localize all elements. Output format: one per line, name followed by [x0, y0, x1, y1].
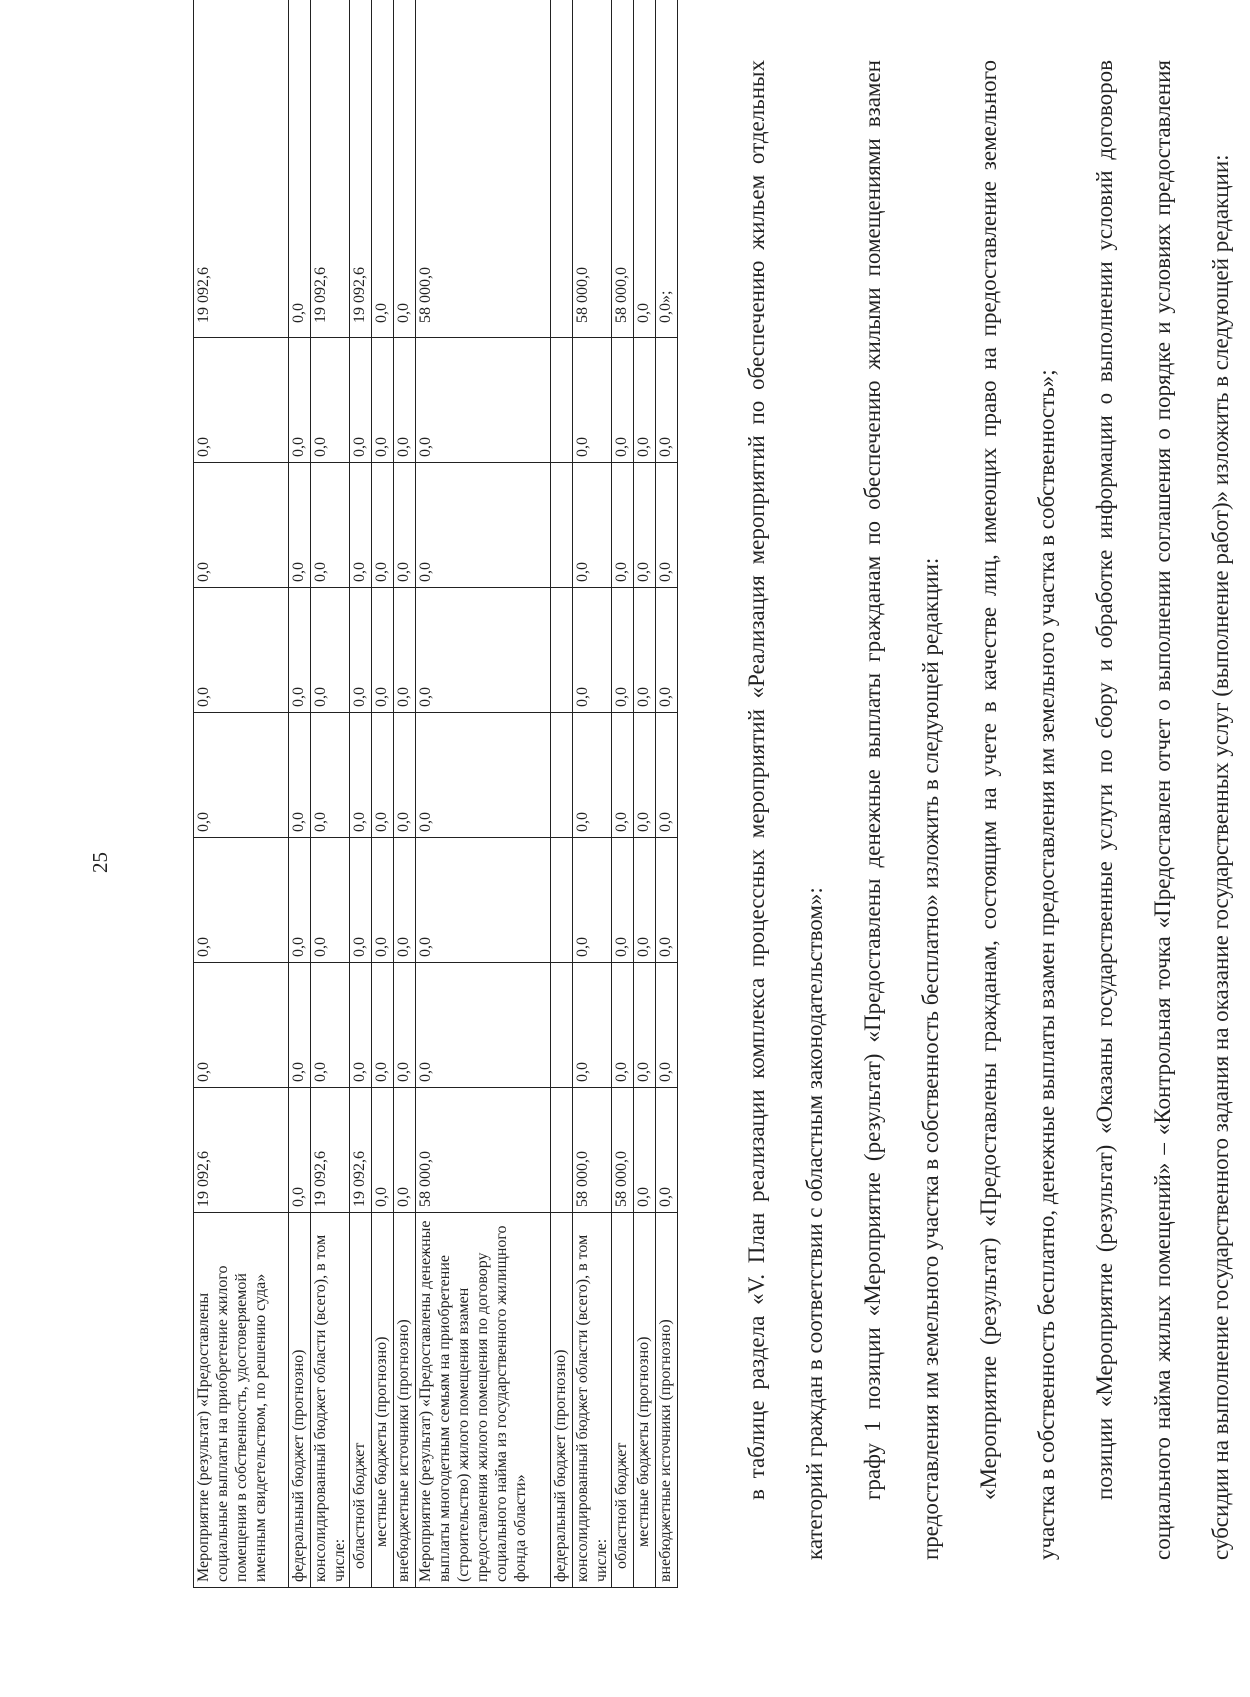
paragraph: «Мероприятие (результат) «Предоставлены гражданам, состоящим на учете в качестве лиц, имеющих право на предоставление земельного участка в собственность бесплатно, денежные выплаты взамен предоставления им земельного участка в собственность»;: [976, 60, 1059, 1560]
value-cell: 0,0: [656, 588, 678, 713]
value-cell: [551, 713, 573, 838]
value-cell: 0,0: [612, 463, 634, 588]
value-cell: 0,0: [289, 463, 311, 588]
value-cell: 0,0: [311, 463, 350, 588]
table-row: [350, 0, 372, 1588]
value-cell: 0,0: [350, 713, 372, 838]
row-label: областной бюджет: [350, 1213, 372, 1588]
total-cell: 0,0: [394, 1088, 416, 1213]
value-cell: [551, 588, 573, 713]
value-cell: 0,0: [634, 463, 656, 588]
total-cell: 58 000,0: [573, 1088, 612, 1213]
value-cell: 0,0: [350, 838, 372, 963]
value-cell: 0,0: [573, 463, 612, 588]
value-cell: 0,0: [194, 963, 289, 1088]
row-label: федеральный бюджет (прогнозно): [551, 1213, 573, 1588]
value-cell: 0,0: [311, 713, 350, 838]
last-cell: 0,0: [289, 0, 311, 338]
row-label: консолидированный бюджет области (всего), в том числе:: [311, 1213, 350, 1588]
rotated-content: [193, 23, 1233, 1588]
value-cell: 0,0: [416, 963, 551, 1088]
row-label: Мероприятие (результат) «Предоставлены социальные выплаты на приобретение жилого помещения в собственность, удостоверяемой именным свидетельством, по решению суда»: [194, 1213, 289, 1588]
row-label: внебюджетные источники (прогнозно): [656, 1213, 678, 1588]
value-cell: 0,0: [634, 963, 656, 1088]
value-cell: 0,0: [289, 963, 311, 1088]
row-label: консолидированный бюджет области (всего), в том числе:: [573, 1213, 612, 1588]
total-cell: 19 092,6: [311, 1088, 350, 1213]
value-cell: 0,0: [194, 338, 289, 463]
value-cell: 0,0: [350, 338, 372, 463]
last-cell: 58 000,0: [416, 0, 551, 338]
last-cell: 0,0: [372, 0, 394, 338]
table-row: [551, 0, 573, 1588]
last-cell: 58 000,0: [612, 0, 634, 338]
last-cell: 0,0: [394, 0, 416, 338]
table-row: [194, 0, 289, 1588]
value-cell: 0,0: [612, 338, 634, 463]
value-cell: 0,0: [311, 838, 350, 963]
value-cell: 0,0: [634, 713, 656, 838]
total-cell: 58 000,0: [612, 1088, 634, 1213]
total-cell: 19 092,6: [194, 1088, 289, 1213]
value-cell: 0,0: [311, 588, 350, 713]
value-cell: 0,0: [656, 963, 678, 1088]
value-cell: 0,0: [656, 338, 678, 463]
value-cell: 0,0: [194, 588, 289, 713]
page-number: 25: [88, 852, 112, 873]
last-cell: [551, 0, 573, 338]
table-row: [394, 0, 416, 1588]
total-cell: [551, 1088, 573, 1213]
value-cell: 0,0: [194, 713, 289, 838]
value-cell: 0,0: [372, 463, 394, 588]
value-cell: 0,0: [416, 713, 551, 838]
value-cell: 0,0: [289, 713, 311, 838]
table-row: [289, 0, 311, 1588]
total-cell: 19 092,6: [350, 1088, 372, 1213]
value-cell: 0,0: [634, 338, 656, 463]
value-cell: [551, 963, 573, 1088]
last-cell: 19 092,6: [311, 0, 350, 338]
value-cell: 0,0: [573, 838, 612, 963]
value-cell: 0,0: [416, 588, 551, 713]
paragraph: в таблице раздела «V. План реализации комплекса процессных мероприятий «Реализация мероприятий по обеспечению жильем отдельных категорий граждан в соответствии с областным законодательством»:: [744, 60, 827, 1560]
total-cell: 0,0: [289, 1088, 311, 1213]
value-cell: 0,0: [372, 338, 394, 463]
value-cell: 0,0: [573, 338, 612, 463]
table-row: [372, 0, 394, 1588]
value-cell: 0,0: [372, 838, 394, 963]
value-cell: 0,0: [656, 463, 678, 588]
table-row: [656, 0, 678, 1588]
table-row: [612, 0, 634, 1588]
table-row: [573, 0, 612, 1588]
paragraph: графу 1 позиции «Мероприятие (результат) «Предоставлены денежные выплаты гражданам по обеспечению жилыми помещениями взамен предоставления им земельного участка в собственность бесплатно» изложить в следующей редакции:: [860, 60, 943, 1560]
row-label: местные бюджеты (прогнозно): [634, 1213, 656, 1588]
row-label: внебюджетные источники (прогнозно): [394, 1213, 416, 1588]
value-cell: 0,0: [416, 463, 551, 588]
value-cell: 0,0: [394, 713, 416, 838]
value-cell: 0,0: [372, 588, 394, 713]
value-cell: 0,0: [394, 463, 416, 588]
value-cell: 0,0: [194, 838, 289, 963]
value-cell: 0,0: [656, 713, 678, 838]
value-cell: 0,0: [394, 838, 416, 963]
last-cell: 19 092,6: [194, 0, 289, 338]
value-cell: 0,0: [573, 588, 612, 713]
value-cell: 0,0: [656, 838, 678, 963]
value-cell: 0,0: [311, 963, 350, 1088]
value-cell: 0,0: [289, 838, 311, 963]
value-cell: 0,0: [612, 838, 634, 963]
row-label: областной бюджет: [612, 1213, 634, 1588]
value-cell: 0,0: [634, 588, 656, 713]
value-cell: 0,0: [573, 963, 612, 1088]
value-cell: 0,0: [350, 463, 372, 588]
value-cell: [551, 338, 573, 463]
table-row: [416, 0, 551, 1588]
total-cell: 58 000,0: [416, 1088, 551, 1213]
value-cell: 0,0: [372, 963, 394, 1088]
last-cell: 58 000,0: [573, 0, 612, 338]
value-cell: [551, 838, 573, 963]
value-cell: 0,0: [612, 713, 634, 838]
value-cell: 0,0: [372, 713, 394, 838]
value-cell: 0,0: [612, 963, 634, 1088]
last-cell: 0,0»;: [656, 0, 678, 338]
last-cell: 0,0: [634, 0, 656, 338]
value-cell: 0,0: [350, 963, 372, 1088]
value-cell: 0,0: [394, 588, 416, 713]
value-cell: 0,0: [394, 963, 416, 1088]
value-cell: 0,0: [394, 338, 416, 463]
value-cell: 0,0: [612, 588, 634, 713]
value-cell: 0,0: [416, 338, 551, 463]
value-cell: 0,0: [289, 338, 311, 463]
total-cell: 0,0: [372, 1088, 394, 1213]
total-cell: 0,0: [634, 1088, 656, 1213]
value-cell: 0,0: [194, 463, 289, 588]
row-label: Мероприятие (результат) «Предоставлены денежные выплаты многодетным семьям на приобретение (строительство) жилого помещения взамен предоставления жилого помещения по договору социального найма из государственного жилищного фонда области»: [416, 1213, 551, 1588]
value-cell: 0,0: [350, 588, 372, 713]
row-label: местные бюджеты (прогнозно): [372, 1213, 394, 1588]
table-row: [634, 0, 656, 1588]
value-cell: 0,0: [289, 588, 311, 713]
table-row: [311, 0, 350, 1588]
total-cell: 0,0: [656, 1088, 678, 1213]
body-text: [728, 60, 1250, 1560]
paragraph: позиции «Мероприятие (результат) «Оказаны государственные услуги по сбору и обработке информации о выполнении условий договоров социального найма жилых помещений» – «Контрольная точка «Предоставлен отчет о выполнении соглашения о порядке и условиях предоставления субсидии на выполнение государственного задания на оказание государственных услуг (выполнение работ)» изложить в следующей редакции:: [1092, 60, 1233, 1560]
last-cell: 19 092,6: [350, 0, 372, 338]
value-cell: 0,0: [311, 338, 350, 463]
value-cell: 0,0: [416, 838, 551, 963]
row-label: федеральный бюджет (прогнозно): [289, 1213, 311, 1588]
value-cell: 0,0: [634, 838, 656, 963]
value-cell: 0,0: [573, 713, 612, 838]
budget-table: [193, 0, 678, 1588]
value-cell: [551, 463, 573, 588]
